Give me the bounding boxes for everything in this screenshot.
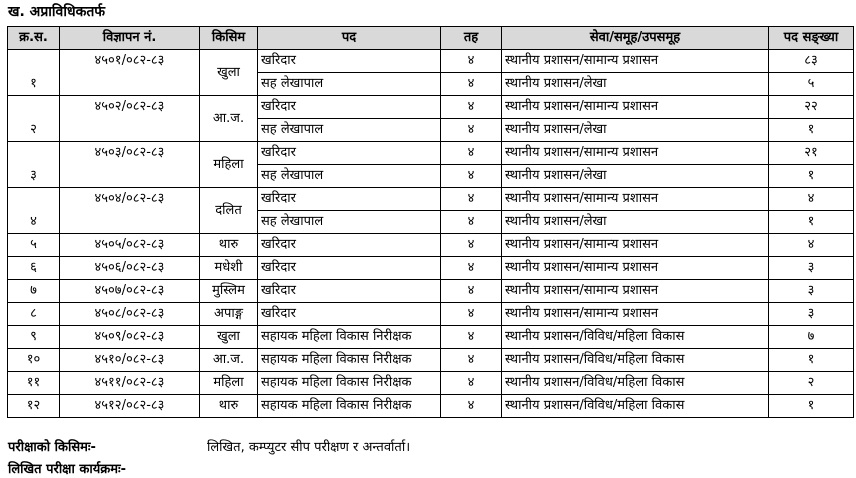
post-count-cell: ३ xyxy=(769,280,854,303)
post-cell: सहायक महिला विकास निरीक्षक xyxy=(258,372,441,395)
type-cell: आ.ज. xyxy=(200,96,258,142)
table-row xyxy=(8,349,854,372)
post-cell: खरिदार xyxy=(258,303,441,326)
level-cell: ४ xyxy=(441,349,502,372)
post-cell: सहायक महिला विकास निरीक्षक xyxy=(258,395,441,418)
service-group-cell: स्थानीय प्रशासन/विविध/महिला विकास xyxy=(502,326,769,349)
col-header-post: पद xyxy=(258,27,441,50)
service-group-cell: स्थानीय प्रशासन/सामान्य प्रशासन xyxy=(502,280,769,303)
type-cell: दलित xyxy=(200,188,258,234)
post-count-cell: ४ xyxy=(769,234,854,257)
service-group-cell: स्थानीय प्रशासन/सामान्य प्रशासन xyxy=(502,234,769,257)
table-row xyxy=(8,326,854,349)
post-count-cell: ३ xyxy=(769,303,854,326)
post-count-cell: १ xyxy=(769,119,854,142)
col-header-service-group: सेवा/समूह/उपसमूह xyxy=(502,27,769,50)
post-cell: खरिदार xyxy=(258,234,441,257)
post-count-cell: ३ xyxy=(769,257,854,280)
level-cell: ४ xyxy=(441,142,502,165)
advertisement-no-cell: ४५१०/०८२-८३ xyxy=(60,349,200,372)
type-cell: महिला xyxy=(200,142,258,188)
type-cell: खुला xyxy=(200,50,258,96)
service-group-cell: स्थानीय प्रशासन/सामान्य प्रशासन xyxy=(502,188,769,211)
written-exam-schedule-label: लिखित परीक्षा कार्यक्रमः- xyxy=(8,462,127,477)
post-count-cell: २१ xyxy=(769,142,854,165)
post-count-cell: २२ xyxy=(769,96,854,119)
serial-cell: ८ xyxy=(8,303,60,326)
table-row xyxy=(8,50,854,73)
serial-cell: ५ xyxy=(8,234,60,257)
service-group-cell: स्थानीय प्रशासन/विविध/महिला विकास xyxy=(502,395,769,418)
service-group-cell: स्थानीय प्रशासन/सामान्य प्रशासन xyxy=(502,257,769,280)
level-cell: ४ xyxy=(441,257,502,280)
advertisement-no-cell: ४५०१/०८२-८३ xyxy=(60,50,200,96)
serial-cell: ६ xyxy=(8,257,60,280)
advertisement-no-cell: ४५०८/०८२-८३ xyxy=(60,303,200,326)
level-cell: ४ xyxy=(441,165,502,188)
serial-cell: ९ xyxy=(8,326,60,349)
advertisement-no-cell: ४५११/०८२-८३ xyxy=(60,372,200,395)
table-row xyxy=(8,257,854,280)
post-cell: सहायक महिला विकास निरीक्षक xyxy=(258,349,441,372)
advertisement-no-cell: ४५०६/०८२-८३ xyxy=(60,257,200,280)
advertisement-no-cell: ४५०९/०८२-८३ xyxy=(60,326,200,349)
type-cell: मुस्लिम xyxy=(200,280,258,303)
table-header-row xyxy=(8,27,854,50)
post-count-cell: १ xyxy=(769,349,854,372)
type-cell: मधेशी xyxy=(200,257,258,280)
advertisement-no-cell: ४५०७/०८२-८३ xyxy=(60,280,200,303)
post-cell: खरिदार xyxy=(258,96,441,119)
table-row xyxy=(8,96,854,119)
post-cell: सहायक महिला विकास निरीक्षक xyxy=(258,326,441,349)
serial-cell: १२ xyxy=(8,395,60,418)
type-cell: अपाङ्ग xyxy=(200,303,258,326)
post-count-cell: ५ xyxy=(769,73,854,96)
post-count-cell: १ xyxy=(769,395,854,418)
service-group-cell: स्थानीय प्रशासन/सामान्य प्रशासन xyxy=(502,96,769,119)
advertisement-no-cell: ४५०५/०८२-८३ xyxy=(60,234,200,257)
advertisement-no-cell: ४५०२/०८२-८३ xyxy=(60,96,200,142)
col-header-post-count: पद सङ्ख्या xyxy=(769,27,854,50)
service-group-cell: स्थानीय प्रशासन/विविध/महिला विकास xyxy=(502,372,769,395)
post-cell: खरिदार xyxy=(258,50,441,73)
post-count-cell: २ xyxy=(769,372,854,395)
post-cell: खरिदार xyxy=(258,257,441,280)
col-header-advertisement-no: विज्ञापन नं. xyxy=(60,27,200,50)
table-row xyxy=(8,280,854,303)
col-header-type: किसिम xyxy=(200,27,258,50)
table-row xyxy=(8,372,854,395)
level-cell: ४ xyxy=(441,188,502,211)
table-row xyxy=(8,234,854,257)
service-group-cell: स्थानीय प्रशासन/सामान्य प्रशासन xyxy=(502,142,769,165)
level-cell: ४ xyxy=(441,211,502,234)
serial-cell: २ xyxy=(8,96,60,142)
post-cell: सह लेखापाल xyxy=(258,119,441,142)
level-cell: ४ xyxy=(441,303,502,326)
post-count-cell: ४ xyxy=(769,188,854,211)
type-cell: थारु xyxy=(200,234,258,257)
level-cell: ४ xyxy=(441,326,502,349)
service-group-cell: स्थानीय प्रशासन/लेखा xyxy=(502,73,769,96)
table-row xyxy=(8,188,854,211)
serial-cell: ७ xyxy=(8,280,60,303)
level-cell: ४ xyxy=(441,234,502,257)
post-count-cell: ७ xyxy=(769,326,854,349)
service-group-cell: स्थानीय प्रशासन/लेखा xyxy=(502,211,769,234)
section-heading: ख. अप्राविधिकतर्फ xyxy=(8,4,106,20)
level-cell: ४ xyxy=(441,50,502,73)
col-header-serial: क्र.स. xyxy=(8,27,60,50)
advertisement-no-cell: ४५१२/०८२-८३ xyxy=(60,395,200,418)
level-cell: ४ xyxy=(441,119,502,142)
post-cell: सह लेखापाल xyxy=(258,73,441,96)
level-cell: ४ xyxy=(441,372,502,395)
level-cell: ४ xyxy=(441,280,502,303)
type-cell: आ.ज. xyxy=(200,349,258,372)
post-cell: सह लेखापाल xyxy=(258,211,441,234)
post-cell: खरिदार xyxy=(258,188,441,211)
serial-cell: १ xyxy=(8,50,60,96)
exam-type-value: लिखित, कम्प्युटर सीप परीक्षण र अन्तर्वार्ता। xyxy=(207,440,411,455)
post-cell: सह लेखापाल xyxy=(258,165,441,188)
exam-type-label: परीक्षाको किसिमः- xyxy=(8,440,96,455)
serial-cell: १० xyxy=(8,349,60,372)
post-count-cell: १ xyxy=(769,165,854,188)
service-group-cell: स्थानीय प्रशासन/सामान्य प्रशासन xyxy=(502,303,769,326)
service-group-cell: स्थानीय प्रशासन/लेखा xyxy=(502,165,769,188)
serial-cell: ३ xyxy=(8,142,60,188)
level-cell: ४ xyxy=(441,395,502,418)
post-cell: खरिदार xyxy=(258,142,441,165)
col-header-level: तह xyxy=(441,27,502,50)
table-row xyxy=(8,142,854,165)
table-row xyxy=(8,395,854,418)
post-count-cell: ८३ xyxy=(769,50,854,73)
level-cell: ४ xyxy=(441,73,502,96)
type-cell: खुला xyxy=(200,326,258,349)
advertisement-no-cell: ४५०३/०८२-८३ xyxy=(60,142,200,188)
type-cell: महिला xyxy=(200,372,258,395)
post-count-cell: १ xyxy=(769,211,854,234)
type-cell: थारु xyxy=(200,395,258,418)
service-group-cell: स्थानीय प्रशासन/विविध/महिला विकास xyxy=(502,349,769,372)
advertisement-no-cell: ४५०४/०८२-८३ xyxy=(60,188,200,234)
vacancy-table xyxy=(7,26,854,418)
service-group-cell: स्थानीय प्रशासन/लेखा xyxy=(502,119,769,142)
service-group-cell: स्थानीय प्रशासन/सामान्य प्रशासन xyxy=(502,50,769,73)
table-row xyxy=(8,303,854,326)
serial-cell: ४ xyxy=(8,188,60,234)
post-cell: खरिदार xyxy=(258,280,441,303)
level-cell: ४ xyxy=(441,96,502,119)
serial-cell: ११ xyxy=(8,372,60,395)
